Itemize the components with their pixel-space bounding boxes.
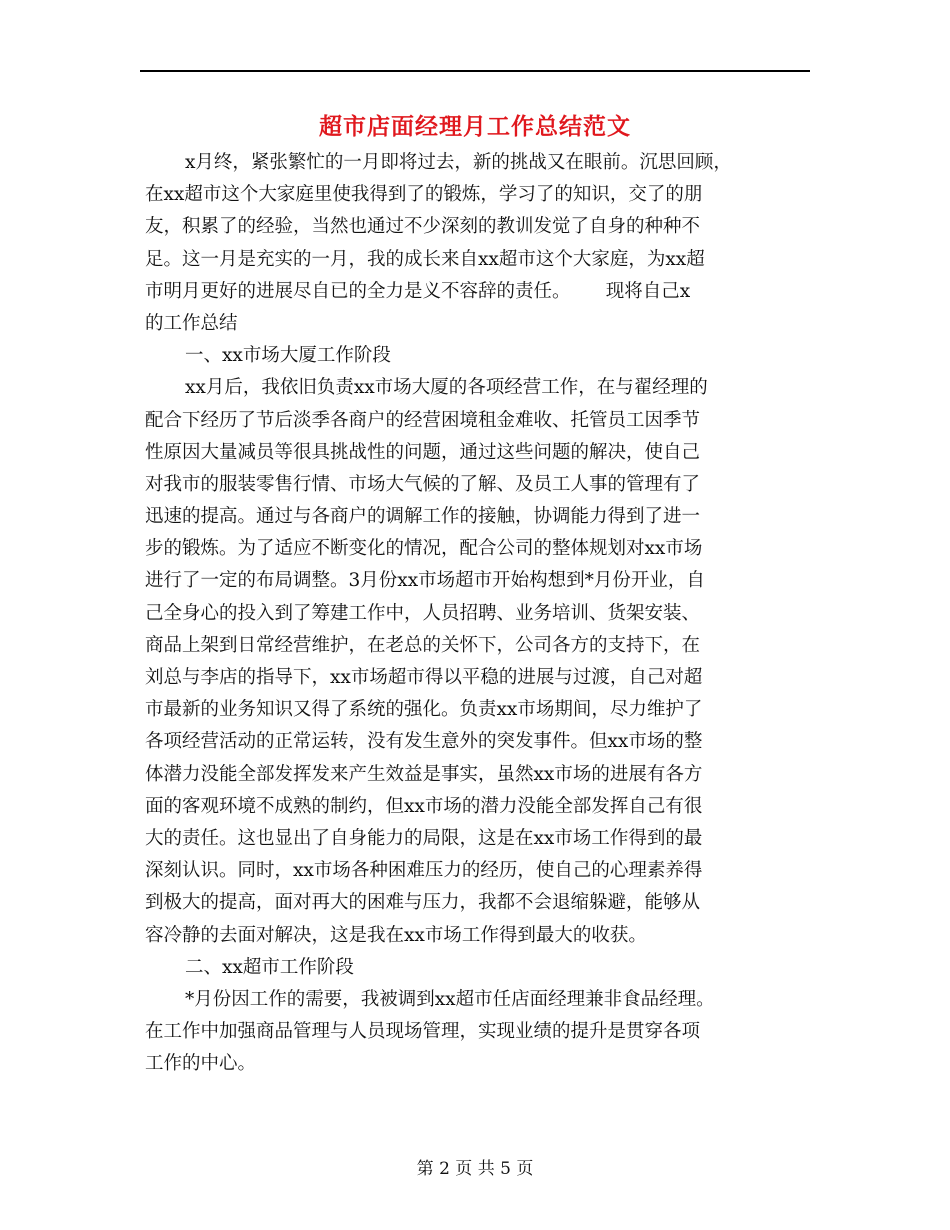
- paragraph-line: 步的锻炼。为了适应不断变化的情况，配合公司的整体规划对xx市场: [145, 538, 703, 560]
- paragraph-line: 市最新的业务知识又得了系统的强化。负责xx市场期间，尽力维护了: [145, 699, 703, 721]
- paragraph-line: 进行了一定的布局调整。3月份xx市场超市开始构想到*月份开业，自: [145, 570, 705, 592]
- paragraph-line: x月终，紧张繁忙的一月即将过去，新的挑战又在眼前。沉思回顾，: [185, 152, 732, 173]
- paragraph-line: 足。这一月是充实的一月，我的成长来自xx超市这个大家庭，为xx超: [145, 248, 705, 270]
- section-heading: 二、xx超市工作阶段: [185, 956, 354, 978]
- paragraph-line: 工作的中心。: [145, 1053, 257, 1075]
- paragraph-line: 大的责任。这也显出了自身能力的局限，这是在xx市场工作得到的最: [145, 827, 703, 849]
- paragraph-line: xx月后，我依旧负责xx市场大厦的各项经营工作，在与翟经理的: [185, 377, 708, 399]
- paragraph-line: 在工作中加强商品管理与人员现场管理，实现业绩的提升是贯穿各项: [145, 1021, 701, 1043]
- paragraph-line: 市明月更好的进展尽自已的全力是义不容辞的责任。 现将自己x: [145, 280, 691, 302]
- paragraph-line: 各项经营活动的正常运转，没有发生意外的突发事件。但xx市场的整: [145, 731, 703, 753]
- paragraph-line: 容冷静的去面对解决，这是我在xx市场工作得到最大的收获。: [145, 924, 647, 946]
- paragraph-line: *月份因工作的需要，我被调到xx超市任店面经理兼非食品经理。: [185, 988, 715, 1010]
- paragraph-line: 刘总与李店的指导下，xx市场超市得以平稳的进展与过渡，自己对超: [145, 667, 703, 688]
- paragraph-line: 性原因大量减员等很具挑战性的问题，通过这些问题的解决，使自己: [145, 441, 701, 463]
- section-heading: 一、xx市场大厦工作阶段: [185, 345, 391, 367]
- document-body: [145, 147, 825, 1080]
- paragraph-line: 配合下经历了节后淡季各商户的经营困境租金难收、托管员工因季节: [145, 409, 701, 431]
- paragraph-line: 友，积累了的经验，当然也通过不少深刻的教训发觉了自身的种种不: [145, 216, 701, 238]
- page-number: 第 2 页 共 5 页: [416, 1159, 534, 1179]
- paragraph-line: 到极大的提高，面对再大的困难与压力，我都不会退缩躲避，能够从: [145, 892, 701, 914]
- paragraph-line: 的工作总结: [145, 312, 238, 334]
- paragraph-line: 体潜力没能全部发挥发来产生效益是事实，虽然xx市场的进展有各方: [145, 763, 703, 785]
- paragraph-line: 深刻认识。同时，xx市场各种困难压力的经历，使自己的心理素养得: [145, 860, 703, 882]
- header-rule: [140, 70, 810, 72]
- paragraph-line: 商品上架到日常经营维护，在老总的关怀下，公司各方的支持下，在: [145, 634, 701, 656]
- paragraph-line: 在xx超市这个大家庭里使我得到了的锻炼，学习了的知识，交了的朋: [145, 184, 703, 206]
- document-title: 超市店面经理月工作总结范文: [319, 113, 631, 140]
- paragraph-line: 面的客观环境不成熟的制约，但xx市场的潜力没能全部发挥自己有很: [145, 795, 703, 817]
- paragraph-line: 迅速的提高。通过与各商户的调解工作的接触，协调能力得到了进一: [145, 506, 701, 528]
- paragraph-line: 己全身心的投入到了筹建工作中，人员招聘、业务培训、货架安装、: [145, 602, 701, 624]
- paragraph-line: 对我市的服装零售行情、市场大气候的了解、及员工人事的管理有了: [145, 473, 701, 495]
